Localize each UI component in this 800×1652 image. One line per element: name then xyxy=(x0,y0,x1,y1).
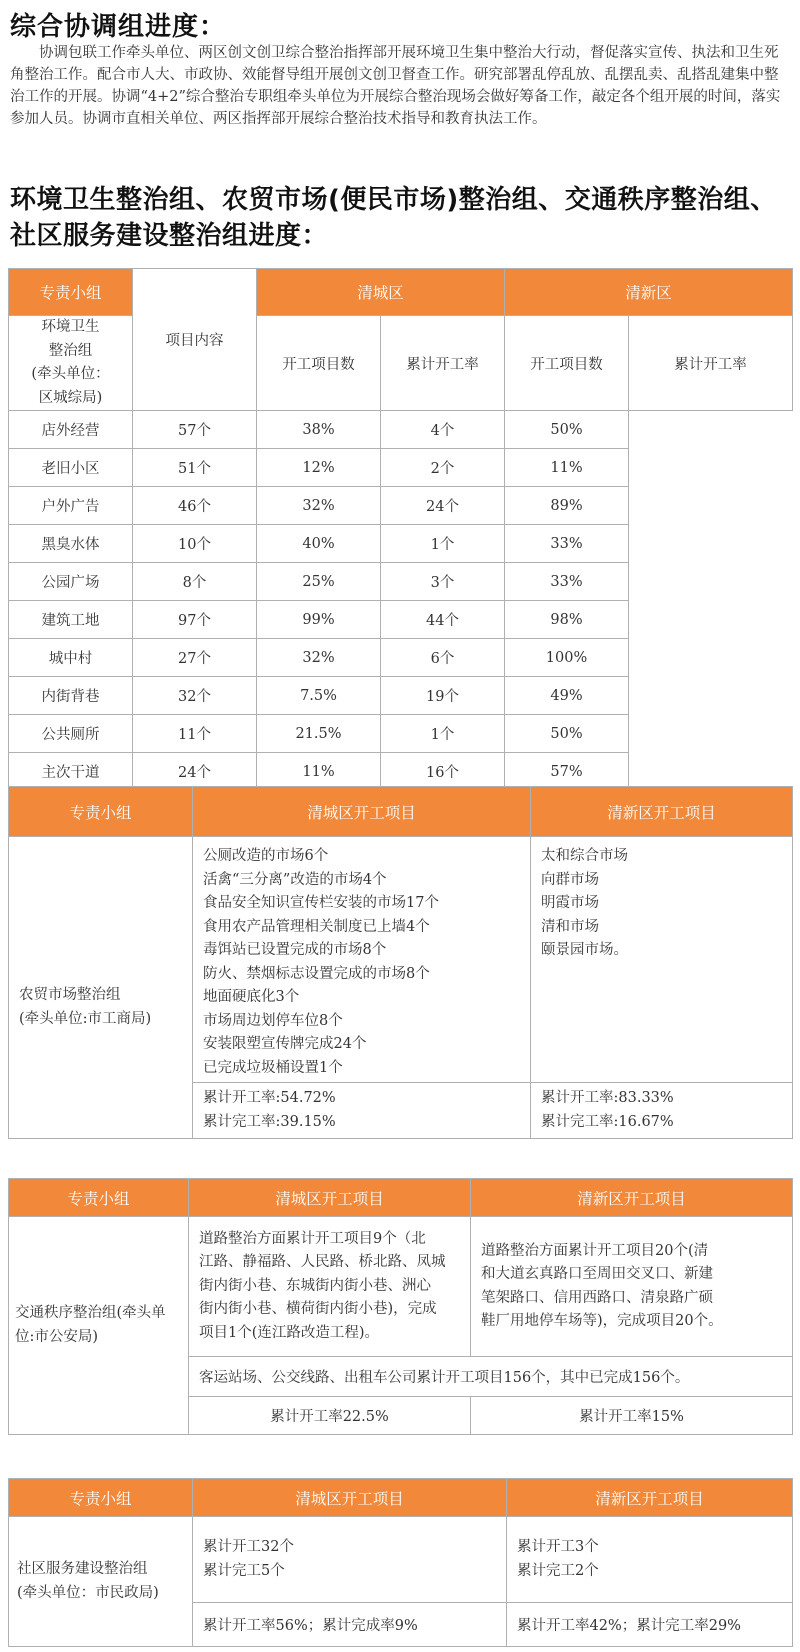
env-cell-qx-rate: 57% xyxy=(505,753,629,791)
market-group-label: 农贸市场整治组 xyxy=(19,987,121,1003)
market-group-cell xyxy=(9,837,193,1139)
env-cell-item: 主次干道 xyxy=(9,753,133,791)
traffic-qx-line: 道路整治方面累计开工项目20个(清 xyxy=(481,1242,709,1259)
env-cell-item: 老旧小区 xyxy=(9,449,133,487)
community-qc-rate: 累计开工率56%；累计完成率9% xyxy=(193,1603,507,1647)
env-cell-qx-count: 44个 xyxy=(381,601,505,639)
traffic-qx-line: 和大道玄真路口至周田交叉口、新建 xyxy=(481,1266,713,1282)
env-group-label: (牵头单位： xyxy=(31,366,110,382)
community-qc-line: 累计完工5个 xyxy=(203,1562,285,1579)
market-qc-item: 防火、禁烟标志设置完成的市场8个 xyxy=(203,965,430,982)
community-header-group: 专责小组 xyxy=(9,1479,193,1517)
env-cell-qx-count: 1个 xyxy=(381,525,505,563)
market-qx-list xyxy=(531,837,793,1083)
env-cell-qx-rate: 89% xyxy=(505,487,629,525)
market-qx-stat: 累计完工率:16.67% xyxy=(541,1113,674,1130)
env-cell-qx-count: 3个 xyxy=(381,563,505,601)
market-qc-item: 市场周边划停车位8个 xyxy=(203,1012,343,1029)
traffic-qx-line: 鞋厂用地停车场等)，完成项目20个。 xyxy=(481,1313,723,1329)
market-qx-stats xyxy=(531,1083,793,1139)
section2-title: 环境卫生整治组、农贸市场(便民市场)整治组、交通秩序整治组、社区服务建设整治组进度： xyxy=(10,185,777,251)
market-qx-item: 太和综合市场 xyxy=(541,848,628,864)
traffic-group-cell xyxy=(9,1217,189,1435)
traffic-qc-rate: 累计开工率22.5% xyxy=(189,1397,471,1435)
env-cell-item: 黑臭水体 xyxy=(9,525,133,563)
env-cell-qc-rate: 25% xyxy=(257,563,381,601)
traffic-group-label: 交通秩序整治组(牵头单 xyxy=(15,1305,166,1321)
env-cell-qx-count: 24个 xyxy=(381,487,505,525)
traffic-qx-text xyxy=(471,1217,793,1357)
market-qc-stat: 累计完工率:39.15% xyxy=(203,1113,336,1130)
community-qx-line: 累计完工2个 xyxy=(517,1562,599,1579)
env-cell-qc-count: 32个 xyxy=(133,677,257,715)
traffic-qx-line: 笔架路口、信用西路口、清泉路广硕 xyxy=(481,1289,713,1306)
coord-body: 协调包联工作牵头单位、两区创文创卫综合整治指挥部开展环境卫生集中整治大行动，督促落实宣传、执法和卫生死角整治工作。配合市人大、市政协、效能督导组开展创文创卫督查工作。研究部署乱停乱放、乱摆乱卖、乱搭乱建集中整治工作的开展。协调“4+2”综合整治专职组牵头单位为开展综合整治现场会做好筹备工作，敲定各个组开展的时间，落实参加人员。协调市直相关单位、两区指挥部开展综合整治技术指导和教育执法工作。 xyxy=(10,45,781,127)
market-table xyxy=(8,786,793,1139)
traffic-group-label: 位:市公安局) xyxy=(15,1328,99,1345)
table-row xyxy=(9,639,793,677)
env-cell-qc-count: 46个 xyxy=(133,487,257,525)
market-qc-item: 食品安全知识宣传栏安装的市场17个 xyxy=(203,895,439,911)
env-cell-item: 内街背巷 xyxy=(9,677,133,715)
env-header-qx-rate: 累计开工率 xyxy=(629,316,793,411)
env-cell-item: 户外广告 xyxy=(9,487,133,525)
table-row xyxy=(9,715,793,753)
table-row xyxy=(9,487,793,525)
env-header-qx: 清新区 xyxy=(505,269,793,316)
traffic-table xyxy=(8,1178,793,1435)
community-header-qx: 清新区开工项目 xyxy=(507,1479,793,1517)
env-header-item: 项目内容 xyxy=(133,269,257,411)
env-cell-qx-count: 6个 xyxy=(381,639,505,677)
env-header-group: 专责小组 xyxy=(9,269,133,316)
env-cell-qc-rate: 99% xyxy=(257,601,381,639)
env-header-qc-rate: 累计开工率 xyxy=(381,316,505,411)
community-qx-text xyxy=(507,1517,793,1603)
table-row xyxy=(9,601,793,639)
env-group-label: 整治组 xyxy=(48,342,93,359)
env-cell-qc-count: 51个 xyxy=(133,449,257,487)
env-cell-qc-count: 10个 xyxy=(133,525,257,563)
env-cell-qx-count: 1个 xyxy=(381,715,505,753)
env-header-qx-count: 开工项目数 xyxy=(505,316,629,411)
env-cell-qc-count: 97个 xyxy=(133,601,257,639)
market-qc-item: 毒饵站已设置完成的市场8个 xyxy=(203,942,387,958)
table-row xyxy=(9,525,793,563)
env-cell-qc-rate: 32% xyxy=(257,639,381,677)
env-cell-item: 城中村 xyxy=(9,639,133,677)
env-cell-qc-rate: 32% xyxy=(257,487,381,525)
traffic-qc-text xyxy=(189,1217,471,1357)
env-group-label: 区城综局) xyxy=(38,389,103,406)
env-cell-qx-rate: 11% xyxy=(505,449,629,487)
market-qx-stat: 累计开工率:83.33% xyxy=(541,1090,674,1106)
traffic-qc-line: 项目1个(连江路改造工程)。 xyxy=(199,1324,380,1341)
env-cell-qx-rate: 50% xyxy=(505,411,629,449)
table-row xyxy=(9,753,793,791)
community-table xyxy=(8,1478,793,1647)
market-qx-item: 明霞市场 xyxy=(541,895,599,911)
market-qc-item: 活禽“三分离”改造的市场4个 xyxy=(203,871,387,888)
env-cell-qc-rate: 38% xyxy=(257,411,381,449)
env-cell-qx-rate: 98% xyxy=(505,601,629,639)
market-header-qx: 清新区开工项目 xyxy=(531,787,793,837)
env-cell-qc-count: 24个 xyxy=(133,753,257,791)
market-qc-item: 公厕改造的市场6个 xyxy=(203,848,329,864)
market-qc-item: 地面硬底化3个 xyxy=(203,989,300,1005)
env-cell-qc-count: 8个 xyxy=(133,563,257,601)
traffic-qc-line: 道路整治方面累计开工项目9个（北 xyxy=(199,1230,426,1247)
traffic-qc-line: 街内街小巷、横荷街内街小巷)，完成 xyxy=(199,1301,437,1318)
market-header-group: 专责小组 xyxy=(9,787,193,837)
community-qx-rate: 累计开工率42%；累计完工率29% xyxy=(507,1603,793,1647)
community-group-label: 社区服务建设整治组 xyxy=(17,1561,148,1577)
env-table xyxy=(8,268,793,791)
market-qx-item: 向群市场 xyxy=(541,871,599,888)
env-cell-qc-rate: 21.5% xyxy=(257,715,381,753)
market-qc-item: 安装限塑宣传牌完成24个 xyxy=(203,1036,367,1052)
env-cell-qx-rate: 49% xyxy=(505,677,629,715)
env-cell-qc-rate: 40% xyxy=(257,525,381,563)
env-cell-qx-rate: 100% xyxy=(505,639,629,677)
env-cell-qc-count: 11个 xyxy=(133,715,257,753)
traffic-qx-rate: 累计开工率15% xyxy=(471,1397,793,1435)
env-cell-qx-count: 19个 xyxy=(381,677,505,715)
traffic-qc-line: 江路、静福路、人民路、桥北路、凤城 xyxy=(199,1254,446,1271)
env-cell-qx-count: 16个 xyxy=(381,753,505,791)
market-qx-item: 颐景园市场。 xyxy=(541,942,628,958)
market-qc-list xyxy=(193,837,531,1083)
market-header-qc: 清城区开工项目 xyxy=(193,787,531,837)
env-cell-item: 建筑工地 xyxy=(9,601,133,639)
env-cell-qc-count: 27个 xyxy=(133,639,257,677)
traffic-qc-line: 街内街小巷、东城街内街小巷、洲心 xyxy=(199,1277,431,1294)
table-row xyxy=(9,677,793,715)
market-qc-item: 已完成垃圾桶设置1个 xyxy=(203,1059,343,1076)
env-cell-qc-count: 57个 xyxy=(133,411,257,449)
table-row xyxy=(9,563,793,601)
env-cell-qx-rate: 33% xyxy=(505,563,629,601)
market-group-label: (牵头单位:市工商局) xyxy=(19,1010,152,1027)
env-group-label: 环境卫生 xyxy=(41,319,100,335)
traffic-header-qx: 清新区开工项目 xyxy=(471,1179,793,1217)
coord-title: 综合协调组进度： xyxy=(10,12,227,42)
table-row xyxy=(9,449,793,487)
community-qx-line: 累计开工3个 xyxy=(517,1539,599,1555)
env-cell-qx-count: 4个 xyxy=(381,411,505,449)
community-qc-text xyxy=(193,1517,507,1603)
traffic-header-group: 专责小组 xyxy=(9,1179,189,1217)
env-cell-item: 公园广场 xyxy=(9,563,133,601)
env-group-cell xyxy=(9,316,133,411)
env-cell-qx-rate: 50% xyxy=(505,715,629,753)
traffic-shared: 客运站场、公交线路、出租车公司累计开工项目156个，其中已完成156个。 xyxy=(189,1357,793,1397)
market-qc-item: 食用农产品管理相关制度已上墙4个 xyxy=(203,918,430,935)
env-cell-qc-rate: 11% xyxy=(257,753,381,791)
community-group-label: (牵头单位：市民政局) xyxy=(17,1584,159,1601)
table-row xyxy=(9,411,793,449)
market-qc-stats xyxy=(193,1083,531,1139)
env-cell-qc-rate: 12% xyxy=(257,449,381,487)
market-qc-stat: 累计开工率:54.72% xyxy=(203,1090,336,1106)
env-cell-item: 公共厕所 xyxy=(9,715,133,753)
env-cell-item: 店外经营 xyxy=(9,411,133,449)
env-cell-qc-rate: 7.5% xyxy=(257,677,381,715)
community-header-qc: 清城区开工项目 xyxy=(193,1479,507,1517)
market-qx-item: 清和市场 xyxy=(541,918,599,935)
env-header-qc: 清城区 xyxy=(257,269,505,316)
env-cell-qx-rate: 33% xyxy=(505,525,629,563)
traffic-header-qc: 清城区开工项目 xyxy=(189,1179,471,1217)
env-header-qc-count: 开工项目数 xyxy=(257,316,381,411)
community-qc-line: 累计开工32个 xyxy=(203,1539,294,1555)
env-cell-qx-count: 2个 xyxy=(381,449,505,487)
community-group-cell xyxy=(9,1517,193,1647)
